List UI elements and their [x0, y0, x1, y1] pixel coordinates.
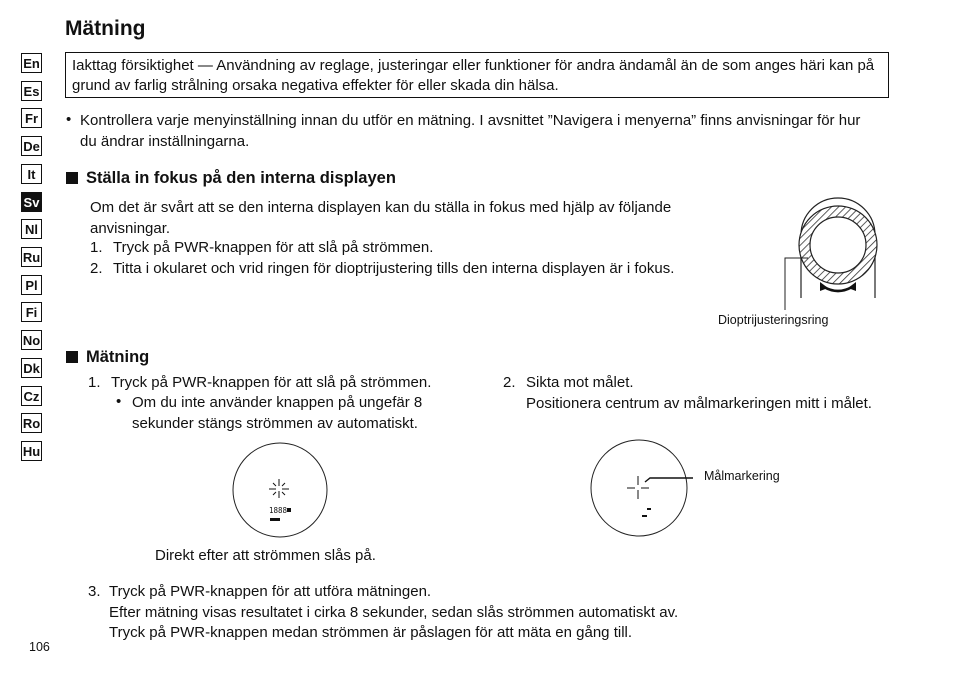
- measure-heading-text: Mätning: [86, 348, 150, 366]
- measure-step-1: [88, 373, 488, 394]
- step-text: Tryck på PWR-knappen för att slå på strömmen.: [113, 239, 434, 256]
- focus-heading-text: Ställa in fokus på den interna displayen: [86, 169, 396, 187]
- focus-step-2: [90, 259, 720, 280]
- lang-tab-sv[interactable]: Sv: [21, 192, 42, 212]
- page-title: Mätning: [65, 17, 146, 40]
- measure-step-3: [88, 582, 888, 644]
- viewfinder-target-figure: [590, 440, 710, 540]
- step-text: Titta i okularet och vrid ringen för dioptrijustering tills den interna displayen är i fokus.: [113, 260, 675, 277]
- step-text-line3: Tryck på PWR-knappen medan strömmen är påslagen för att mäta en gång till.: [109, 624, 633, 641]
- display-indicator-icon: [287, 508, 291, 512]
- diopter-ring-label: Dioptrijusteringsring: [718, 313, 829, 327]
- diopter-ring-figure: [770, 190, 890, 305]
- viewfinder-circle: [591, 440, 687, 536]
- lang-tab-fi[interactable]: Fi: [21, 302, 42, 322]
- lang-tab-de[interactable]: De: [21, 136, 42, 156]
- step-text-line1: Tryck på PWR-knappen för att utföra mätningen.: [109, 583, 432, 600]
- auto-off-note: Om du inte använder knappen på ungefär 8 sekunder stängs strömmen av automatiskt.: [132, 394, 423, 432]
- power-on-caption: Direkt efter att strömmen slås på.: [155, 547, 376, 564]
- step-text-line2: Positionera centrum av målmarkeringen mitt i målet.: [526, 394, 872, 412]
- lang-tab-cz[interactable]: Cz: [21, 386, 42, 406]
- lang-tab-ro[interactable]: Ro: [21, 413, 42, 433]
- step-text-line1: Sikta mot målet.: [526, 374, 634, 391]
- step-number: 3.: [88, 583, 101, 600]
- warning-box: [65, 52, 889, 98]
- lang-tab-pl[interactable]: Pl: [21, 275, 42, 295]
- step-number: 2.: [90, 260, 103, 277]
- lang-tab-no[interactable]: No: [21, 330, 42, 350]
- heading-square-icon: [66, 172, 78, 184]
- display-unit-icon: [270, 518, 280, 521]
- viewfinder-circle: [233, 443, 327, 537]
- menu-settings-note: Kontrollera varje menyinställning innan du utför en mätning. I avsnittet ”Navigera i menyerna” finns anvisningar för hur du ändrar inställningarna.: [80, 112, 861, 150]
- target-mark-label: Målmarkering: [704, 469, 780, 483]
- lang-tab-es[interactable]: Es: [21, 81, 42, 101]
- heading-square-icon: [66, 351, 78, 363]
- focus-section-heading: [66, 169, 396, 188]
- bullet-marker: •: [66, 111, 72, 128]
- page-number: 106: [29, 640, 50, 654]
- display-digits: 1888: [269, 506, 288, 515]
- step-number: 2.: [503, 374, 516, 391]
- measure-section-heading: [66, 348, 149, 367]
- bullet-marker: •: [116, 393, 122, 410]
- step-number: 1.: [88, 374, 101, 391]
- lang-tab-en[interactable]: En: [21, 53, 42, 73]
- viewfinder-power-on-figure: [232, 442, 330, 540]
- eyepiece-lens-icon: [810, 217, 866, 273]
- lang-tab-it[interactable]: It: [21, 164, 42, 184]
- lang-tab-hu[interactable]: Hu: [21, 441, 42, 461]
- display-indicator-icon: [647, 508, 651, 510]
- rotate-arrow-icon: [824, 287, 852, 291]
- step-number: 1.: [90, 239, 103, 256]
- focus-intro-text: Om det är svårt att se den interna displayen kan du ställa in fokus med hjälp av följande anvisningar.: [90, 199, 672, 237]
- lang-tab-nl[interactable]: Nl: [21, 219, 42, 239]
- warning-text: Iakttag försiktighet — Användning av reglage, justeringar eller funktioner för andra ändamål än de som anges häri kan på grund av farlig strålning orsaka negativa effekter för eller skada din hälsa.: [72, 57, 875, 94]
- lang-tab-ru[interactable]: Ru: [21, 247, 42, 267]
- step-text: Tryck på PWR-knappen för att slå på strömmen.: [111, 374, 432, 391]
- display-unit-icon: [642, 515, 647, 517]
- focus-step-1: [90, 238, 720, 259]
- lang-tab-dk[interactable]: Dk: [21, 358, 42, 378]
- measure-step-2: [503, 373, 893, 414]
- step-text-line2: Efter mätning visas resultatet i cirka 8 sekunder, sedan slås strömmen automatiskt av.: [109, 603, 679, 621]
- lang-tab-fr[interactable]: Fr: [21, 108, 42, 128]
